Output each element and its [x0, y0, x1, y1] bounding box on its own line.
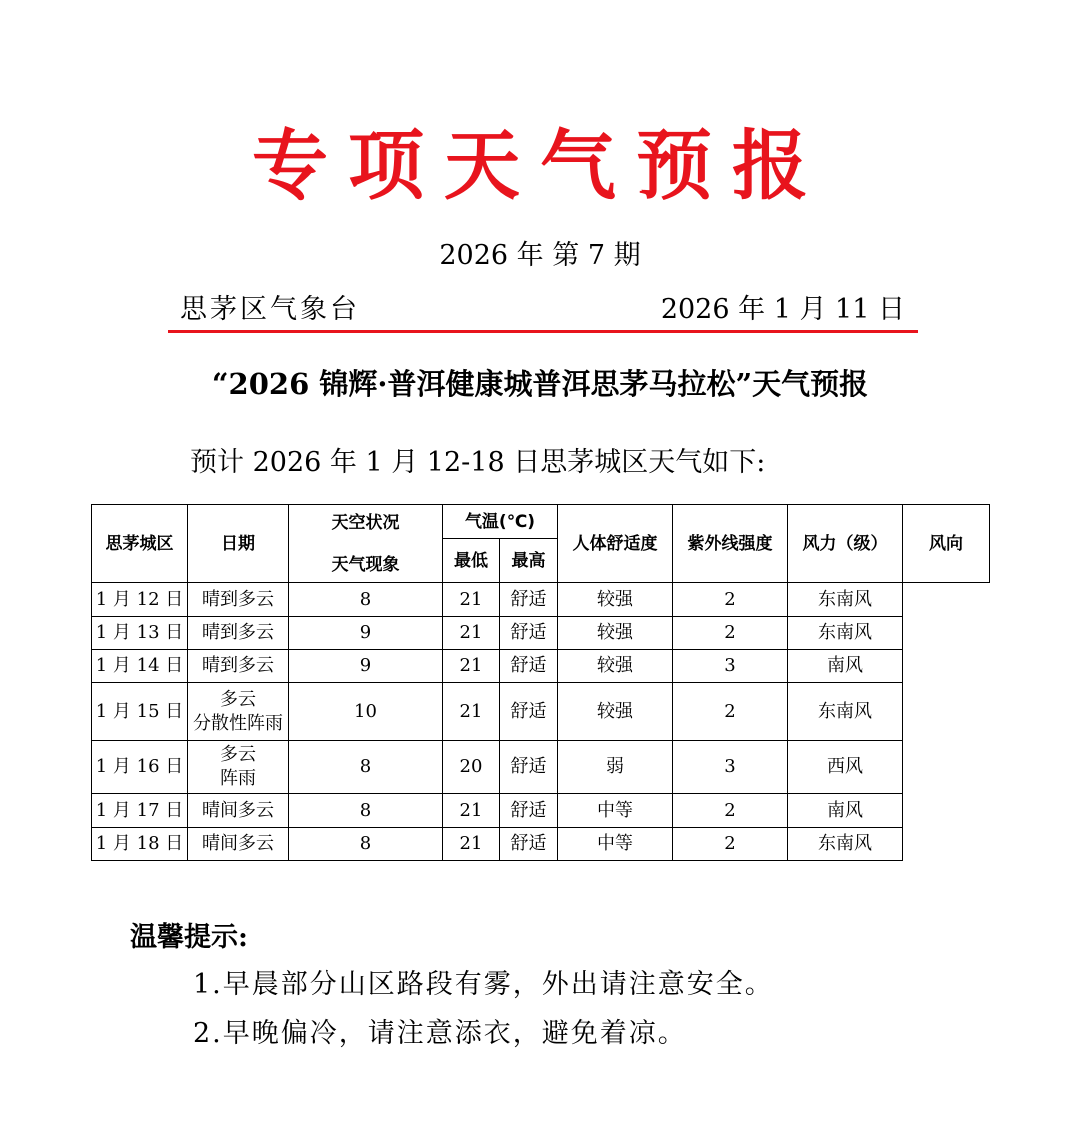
- document-title: “2026 锦辉·普洱健康城普洱思茅马拉松”天气预报: [211, 367, 869, 401]
- temp-max-cell: 21: [443, 650, 500, 683]
- sky-cell: [188, 650, 289, 683]
- temp-max-cell: 21: [443, 583, 500, 617]
- sky-cell: [188, 617, 289, 650]
- table-row: [92, 794, 990, 828]
- forecast-table: [91, 504, 990, 861]
- uv-cell: 中等: [558, 828, 673, 861]
- date-cell: 1 月 17 日: [92, 794, 188, 828]
- wind-force-cell: 2: [673, 794, 788, 828]
- sky-cell: [188, 683, 289, 741]
- sky-condition: 晴间多云: [202, 833, 274, 854]
- tips-heading: 温馨提示:: [130, 922, 248, 953]
- temp-min-cell: 10: [289, 683, 443, 741]
- sky-condition: 多云: [220, 688, 256, 710]
- temp-min-cell: 8: [289, 583, 443, 617]
- header-temp: 气温(℃): [443, 505, 558, 539]
- table-row: [92, 828, 990, 861]
- comfort-cell: 舒适: [500, 794, 558, 828]
- table-row: [92, 741, 990, 794]
- temp-max-cell: 20: [443, 741, 500, 794]
- header-wind-dir: 风向: [903, 505, 990, 583]
- wind-force-cell: 3: [673, 650, 788, 683]
- sky-condition: 晴到多云: [202, 588, 274, 610]
- temp-min-cell: 9: [289, 617, 443, 650]
- temp-min-cell: 8: [289, 741, 443, 794]
- header-temp-min: 最低: [443, 539, 500, 583]
- header-sky-line1: 天空状况: [331, 512, 400, 533]
- wind-dir-cell: 南风: [788, 794, 903, 828]
- sky-condition: 晴到多云: [202, 655, 274, 676]
- header-wind-force: 风力（级）: [788, 505, 903, 583]
- temp-max-cell: 21: [443, 617, 500, 650]
- banner-title: 专项天气预报: [252, 121, 828, 210]
- wind-dir-cell: 东南风: [788, 828, 903, 861]
- date-cell: 1 月 13 日: [92, 617, 188, 650]
- uv-cell: 较强: [558, 617, 673, 650]
- date-cell: 1 月 12 日: [92, 583, 188, 617]
- sky-condition: 晴间多云: [202, 799, 274, 821]
- wind-dir-cell: 南风: [788, 650, 903, 683]
- header-temp-max: 最高: [500, 539, 558, 583]
- header-date: 日期: [188, 505, 289, 583]
- sky-cell: [188, 794, 289, 828]
- tip-item-1: 1.早晨部分山区路段有雾，外出请注意安全。: [193, 969, 774, 1000]
- comfort-cell: 舒适: [500, 683, 558, 741]
- wind-force-cell: 3: [673, 741, 788, 794]
- temp-max-cell: 21: [443, 794, 500, 828]
- temp-min-cell: 9: [289, 650, 443, 683]
- table-row: [92, 683, 990, 741]
- uv-cell: 较强: [558, 650, 673, 683]
- sky-cell: [188, 583, 289, 617]
- wind-force-cell: 2: [673, 617, 788, 650]
- temp-min-cell: 8: [289, 828, 443, 861]
- comfort-cell: 舒适: [500, 583, 558, 617]
- temp-max-cell: 21: [443, 683, 500, 741]
- date-cell: 1 月 16 日: [92, 741, 188, 794]
- header-comfort: 人体舒适度: [558, 505, 673, 583]
- sky-condition: 多云: [220, 744, 256, 765]
- wind-dir-cell: 西风: [788, 741, 903, 794]
- header-sky-line2: 天气现象: [331, 554, 400, 575]
- temp-min-cell: 8: [289, 794, 443, 828]
- table-row: [92, 617, 990, 650]
- wind-force-cell: 2: [673, 683, 788, 741]
- weather-phenomenon: 阵雨: [220, 768, 256, 789]
- issue-number: 2026 年 第 7 期: [439, 240, 641, 271]
- comfort-cell: 舒适: [500, 650, 558, 683]
- table-row: [92, 583, 990, 617]
- uv-cell: 较强: [558, 583, 673, 617]
- publish-date: 2026 年 1 月 11 日: [660, 294, 905, 325]
- table-row: [92, 650, 990, 683]
- intro-text: 预计 2026 年 1 月 12-18 日思茅城区天气如下:: [190, 447, 766, 478]
- issuer: 思茅区气象台: [180, 294, 360, 325]
- uv-cell: 弱: [558, 741, 673, 794]
- date-cell: 1 月 15 日: [92, 683, 188, 741]
- wind-force-cell: 2: [673, 828, 788, 861]
- uv-cell: 较强: [558, 683, 673, 741]
- comfort-cell: 舒适: [500, 741, 558, 794]
- uv-cell: 中等: [558, 794, 673, 828]
- area-cell: 思茅城区: [92, 505, 188, 583]
- temp-max-cell: 21: [443, 828, 500, 861]
- wind-force-cell: 2: [673, 583, 788, 617]
- wind-dir-cell: 东南风: [788, 583, 903, 617]
- sky-cell: [188, 741, 289, 794]
- date-cell: 1 月 18 日: [92, 828, 188, 861]
- sky-cell: [188, 828, 289, 861]
- sky-condition: 晴到多云: [202, 622, 274, 643]
- wind-dir-cell: 东南风: [788, 683, 903, 741]
- header-sky: [289, 505, 443, 583]
- comfort-cell: 舒适: [500, 828, 558, 861]
- header-divider: [168, 330, 918, 333]
- tip-item-2: 2.早晚偏冷，请注意添衣，避免着凉。: [193, 1018, 687, 1049]
- date-cell: 1 月 14 日: [92, 650, 188, 683]
- weather-phenomenon: 分散性阵雨: [193, 712, 283, 734]
- header-uv: 紫外线强度: [673, 505, 788, 583]
- wind-dir-cell: 东南风: [788, 617, 903, 650]
- comfort-cell: 舒适: [500, 617, 558, 650]
